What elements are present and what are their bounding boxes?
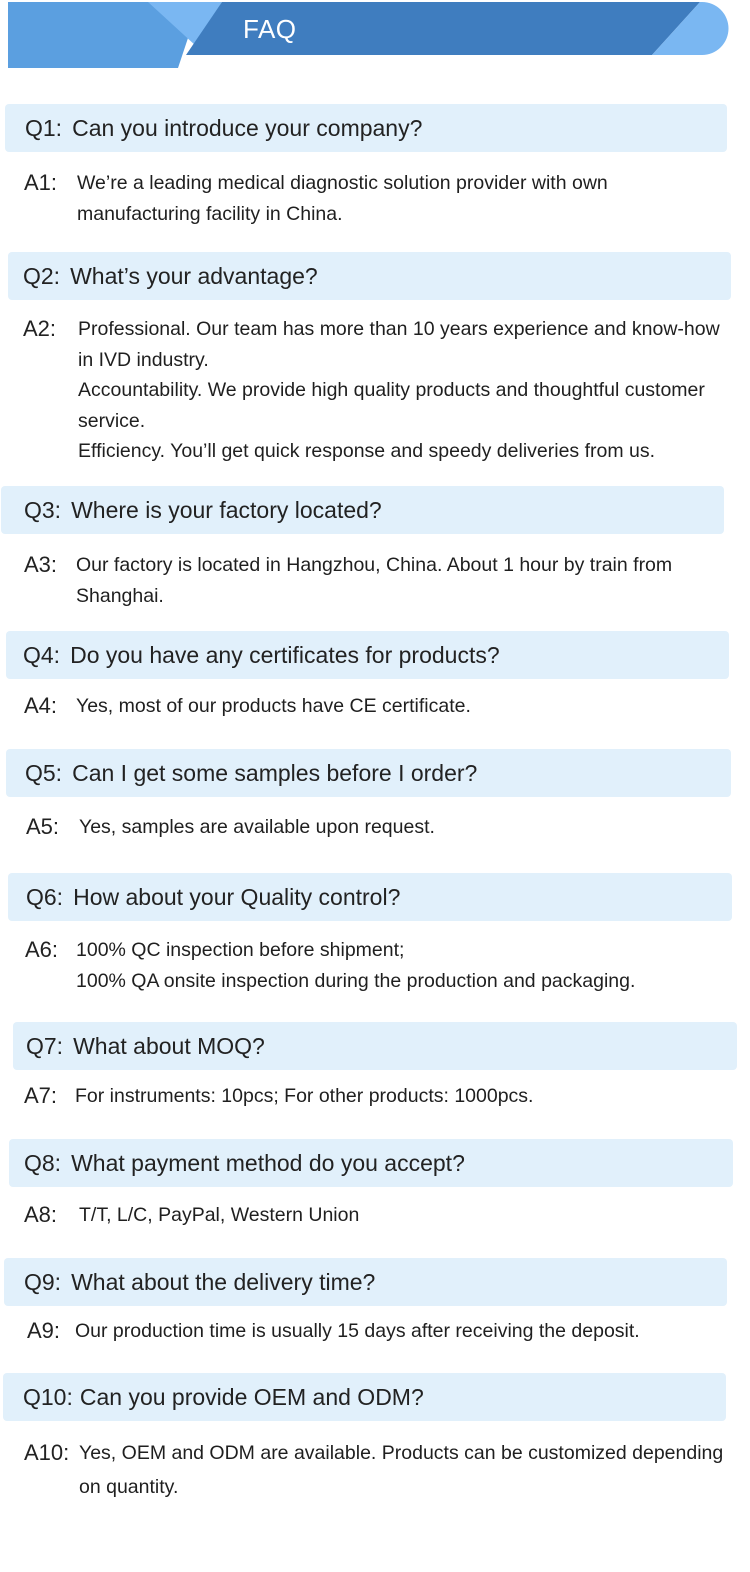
answer-text [76,550,714,611]
question-bar [8,252,731,300]
answer-block [26,812,716,843]
question-text: What payment method do you accept? [71,1149,465,1176]
question-label: Q4: [23,641,61,668]
answer-label: A10: [24,1440,70,1465]
question-text: Where is your factory located? [71,496,382,523]
question-bar [8,873,732,921]
answer-text [77,168,714,229]
answer-label: A2: [23,316,57,341]
question-text: What’s your advantage? [70,262,318,289]
answer-line: Our factory is located in Hangzhou, China. About 1 hour by train from Shanghai. [76,554,673,607]
answer-block [23,314,735,467]
answer-label: A5: [26,814,60,839]
answer-block [24,168,714,229]
question-text: What about MOQ? [73,1032,265,1059]
answer-line: Accountability. We provide high quality products and thoughtful customer service. [78,379,705,432]
answer-line: Yes, most of our products have CE certificate. [76,695,471,717]
question-label: Q9: [24,1268,62,1295]
banner-shape [0,0,750,72]
page-title: FAQ [243,14,297,44]
question-bar [1,486,724,534]
answer-text [78,314,735,467]
answer-label: A6: [25,937,59,962]
question-bar [4,1258,727,1306]
answer-line: We’re a leading medical diagnostic solution provider with own manufacturing facility in China. [77,172,608,225]
answer-text [76,935,715,996]
question-bar [6,749,731,797]
faq-header-banner [0,0,750,72]
answer-block [24,550,714,611]
question-label: Q7: [26,1032,64,1059]
answer-text [79,1436,736,1504]
answer-line: Efficiency. You’ll get quick response and speedy deliveries from us. [78,440,656,462]
answer-label: A8: [24,1202,58,1227]
question-bar [5,104,727,152]
question-label: Q6: [26,883,64,910]
question-text: Can I get some samples before I order? [72,759,478,786]
question-text: What about the delivery time? [71,1268,376,1295]
answer-text [76,691,714,722]
question-bar [9,1139,733,1187]
answer-label: A3: [24,552,58,577]
answer-line: For instruments: 10pcs; For other products: 1000pcs. [75,1085,534,1107]
answer-label: A7: [24,1083,58,1108]
question-label: Q5: [25,759,63,786]
question-bar [13,1022,737,1070]
question-text: Can you introduce your company? [72,114,423,141]
question-bar [6,631,729,679]
answer-line: T/T, L/C, PayPal, Western Union [79,1204,360,1226]
answer-line: 100% QC inspection before shipment; [76,939,405,961]
answer-line: Professional. Our team has more than 10 years experience and know-how in IVD industry. [78,318,720,371]
answer-block [24,1200,714,1231]
answer-text [75,1316,717,1347]
answer-line: Our production time is usually 15 days after receiving the deposit. [75,1320,640,1342]
answer-line: Yes, OEM and ODM are available. Products can be customized depending on quantity. [79,1442,724,1498]
question-text: Can you provide OEM and ODM? [79,1383,424,1410]
answer-line: Yes, samples are available upon request. [79,816,435,838]
answer-line: 100% QA onsite inspection during the production and packaging. [76,969,636,992]
answer-block [24,1081,714,1112]
question-label: Q1: [25,114,63,141]
question-label: Q3: [24,496,62,523]
answer-label: A9: [27,1318,61,1343]
answer-label: A1: [24,170,58,195]
question-bar [3,1373,726,1421]
answer-block [25,935,715,996]
answer-block [27,1316,717,1347]
question-label: Q8: [24,1149,62,1176]
question-label: Q2: [23,262,61,289]
answer-block [24,691,714,722]
answer-block [24,1436,736,1504]
answer-text [79,812,716,843]
answer-text [75,1081,714,1112]
question-text: How about your Quality control? [73,883,401,910]
answer-text [79,1200,714,1231]
question-label: Q10: [23,1383,73,1410]
question-text: Do you have any certificates for products? [70,641,500,668]
answer-label: A4: [24,693,58,718]
